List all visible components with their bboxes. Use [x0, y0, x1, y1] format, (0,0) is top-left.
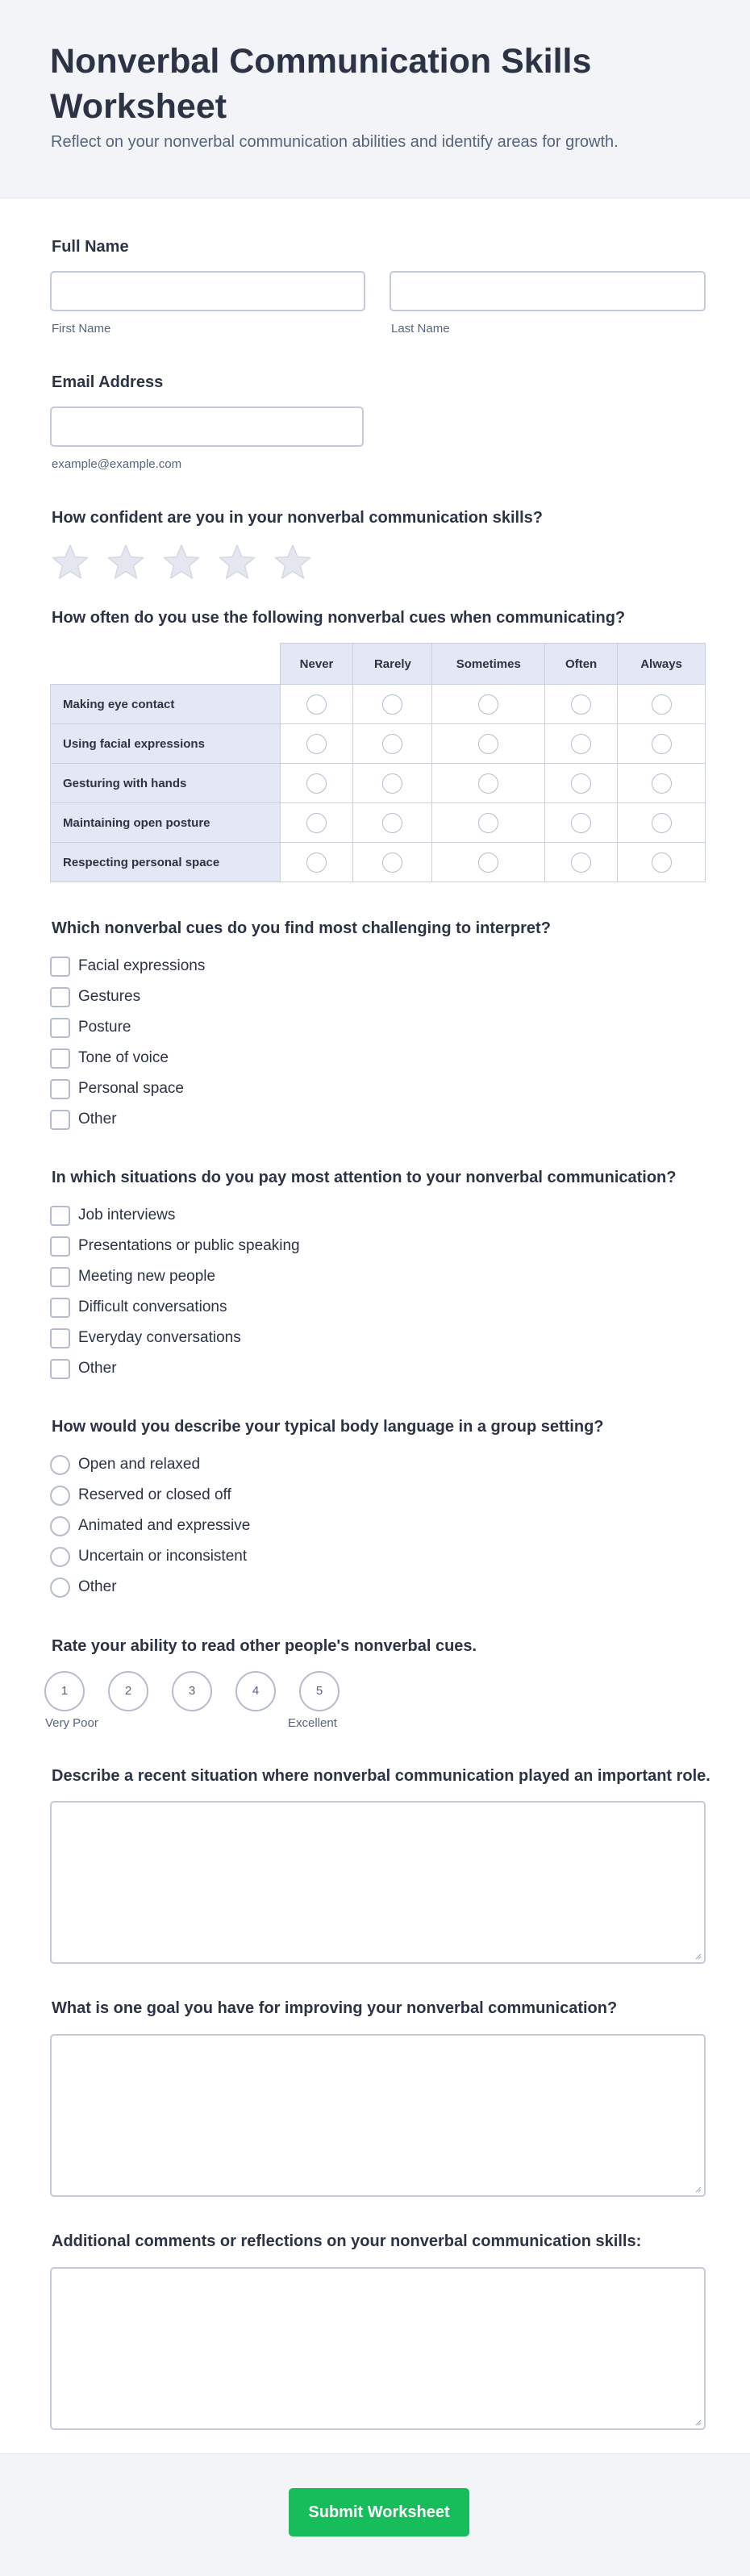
checkbox[interactable] [50, 987, 70, 1007]
comments-text-label: Additional comments or reflections on your nonverbal communication skills: [52, 2232, 642, 2250]
option-label: Reserved or closed off [78, 1486, 231, 1503]
star-rating [50, 542, 328, 582]
checkbox[interactable] [50, 1206, 70, 1226]
matrix-radio[interactable] [571, 852, 591, 873]
matrix-cell [618, 803, 706, 843]
matrix-radio[interactable] [652, 773, 672, 794]
matrix-radio[interactable] [306, 773, 327, 794]
body-language-option[interactable] [50, 1453, 200, 1477]
matrix-radio[interactable] [382, 852, 402, 873]
first-name-sublabel: First Name [52, 322, 111, 336]
matrix-radio[interactable] [478, 813, 498, 833]
matrix-column-header: Never [280, 644, 353, 685]
radio-button[interactable] [50, 1516, 70, 1536]
page-title: Nonverbal Communication Skills Worksheet [50, 42, 592, 126]
situation-option[interactable] [50, 1357, 117, 1381]
matrix-row-label: Using facial expressions [51, 724, 281, 764]
matrix-radio[interactable] [306, 694, 327, 715]
star-icon[interactable] [50, 542, 90, 582]
goal-textarea[interactable] [50, 2034, 706, 2197]
situation-text-label: Describe a recent situation where nonverbal communication played an important role. [52, 1767, 710, 1785]
matrix-cell [432, 764, 545, 803]
matrix-radio[interactable] [382, 773, 402, 794]
resize-grip-icon[interactable] [694, 2418, 702, 2426]
option-label: Everyday conversations [78, 1329, 241, 1346]
matrix-cell [545, 803, 618, 843]
matrix-cell [353, 803, 432, 843]
challenging-cue-option[interactable] [50, 1015, 131, 1040]
matrix-row-label: Respecting personal space [51, 843, 281, 882]
matrix-radio[interactable] [571, 773, 591, 794]
checkbox[interactable] [50, 1267, 70, 1287]
email-label: Email Address [52, 373, 164, 391]
matrix-cell [618, 724, 706, 764]
checkbox[interactable] [50, 1018, 70, 1038]
challenging-cue-option[interactable] [50, 985, 140, 1009]
matrix-row-label: Making eye contact [51, 685, 281, 724]
scale-option-2[interactable]: 2 [108, 1671, 148, 1711]
body-language-option[interactable] [50, 1483, 231, 1507]
matrix-row-label: Maintaining open posture [51, 803, 281, 843]
matrix-row [51, 803, 706, 843]
scale-option-1[interactable]: 1 [44, 1671, 85, 1711]
matrix-column-header: Sometimes [432, 644, 545, 685]
option-label: Gestures [78, 988, 141, 1005]
situation-option[interactable] [50, 1326, 241, 1350]
matrix-cell [545, 843, 618, 882]
matrix-row [51, 685, 706, 724]
checkbox[interactable] [50, 1359, 70, 1379]
scale-option-5[interactable]: 5 [299, 1671, 340, 1711]
matrix-cell [280, 685, 353, 724]
star-icon[interactable] [217, 542, 257, 582]
checkbox[interactable] [50, 1236, 70, 1257]
situations-label: In which situations do you pay most attention to your nonverbal communication? [52, 1169, 677, 1186]
form-header [0, 0, 750, 198]
option-label: Other [78, 1360, 117, 1377]
matrix-cell [432, 843, 545, 882]
situation-option[interactable] [50, 1203, 175, 1228]
last-name-input[interactable] [390, 271, 706, 311]
radio-button[interactable] [50, 1455, 70, 1475]
situation-textarea[interactable] [50, 1801, 706, 1964]
matrix-cell [618, 843, 706, 882]
matrix-cell [432, 724, 545, 764]
matrix-radio[interactable] [652, 852, 672, 873]
matrix-cell [353, 724, 432, 764]
matrix-column-header: Rarely [353, 644, 432, 685]
matrix-cell [545, 685, 618, 724]
challenging-cue-option[interactable] [50, 1046, 169, 1070]
matrix-radio[interactable] [652, 734, 672, 754]
option-label: Facial expressions [78, 957, 206, 974]
matrix-radio[interactable] [478, 694, 498, 715]
checkbox[interactable] [50, 1079, 70, 1099]
matrix-cell [280, 803, 353, 843]
matrix-cell [432, 685, 545, 724]
matrix-radio[interactable] [382, 813, 402, 833]
matrix-radio[interactable] [571, 813, 591, 833]
scale-max-label: Excellent [288, 1716, 337, 1730]
option-label: Open and relaxed [78, 1456, 201, 1473]
matrix-row-label: Gesturing with hands [51, 764, 281, 803]
option-label: Difficult conversations [78, 1298, 227, 1315]
option-label: Other [78, 1111, 117, 1128]
page-subtitle: Reflect on your nonverbal communication abilities and identify areas for growth. [51, 133, 619, 151]
challenging-cue-option[interactable] [50, 954, 205, 978]
matrix-column-header: Always [618, 644, 706, 685]
option-label: Posture [78, 1019, 131, 1036]
situation-option[interactable] [50, 1265, 215, 1289]
matrix-radio[interactable] [382, 694, 402, 715]
goal-text-label: What is one goal you have for improving your nonverbal communication? [52, 1999, 618, 2017]
radio-button[interactable] [50, 1578, 70, 1598]
matrix-radio[interactable] [571, 694, 591, 715]
email-input[interactable] [50, 406, 364, 447]
star-icon[interactable] [161, 542, 202, 582]
matrix-cell [618, 685, 706, 724]
matrix-radio[interactable] [652, 694, 672, 715]
option-label: Animated and expressive [78, 1517, 251, 1534]
matrix-cell [280, 724, 353, 764]
situation-option[interactable] [50, 1234, 300, 1258]
matrix-radio[interactable] [652, 813, 672, 833]
matrix-cell [280, 764, 353, 803]
option-label: Other [78, 1578, 117, 1595]
option-label: Presentations or public speaking [78, 1237, 300, 1254]
matrix-radio[interactable] [478, 852, 498, 873]
body-language-label: How would you describe your typical body language in a group setting? [52, 1418, 604, 1436]
read-ability-label: Rate your ability to read other people's nonverbal cues. [52, 1637, 477, 1655]
matrix-cell [618, 764, 706, 803]
matrix-radio[interactable] [306, 852, 327, 873]
scale-option-4[interactable]: 4 [235, 1671, 276, 1711]
body-language-option[interactable] [50, 1544, 247, 1569]
submit-button[interactable]: Submit Worksheet [289, 2488, 469, 2536]
resize-grip-icon[interactable] [694, 2185, 702, 2193]
matrix-radio[interactable] [382, 734, 402, 754]
option-label: Uncertain or inconsistent [78, 1548, 248, 1565]
option-label: Job interviews [78, 1207, 176, 1223]
matrix-cell [545, 764, 618, 803]
matrix-row [51, 724, 706, 764]
matrix-radio[interactable] [306, 813, 327, 833]
matrix-row [51, 764, 706, 803]
frequency-matrix [50, 643, 706, 882]
last-name-sublabel: Last Name [391, 322, 450, 336]
matrix-cell [280, 843, 353, 882]
matrix-cell [432, 803, 545, 843]
body-language-option[interactable] [50, 1575, 117, 1599]
checkbox[interactable] [50, 1110, 70, 1130]
matrix-radio[interactable] [571, 734, 591, 754]
full-name-label: Full Name [52, 238, 129, 256]
scale-option-3[interactable]: 3 [172, 1671, 212, 1711]
comments-textarea[interactable] [50, 2267, 706, 2430]
radio-button[interactable] [50, 1547, 70, 1567]
matrix-column-header: Often [545, 644, 618, 685]
resize-grip-icon[interactable] [694, 1952, 702, 1960]
checkbox[interactable] [50, 957, 70, 977]
matrix-row [51, 843, 706, 882]
option-label: Tone of voice [78, 1049, 169, 1066]
checkbox[interactable] [50, 1298, 70, 1318]
matrix-radio[interactable] [478, 773, 498, 794]
matrix-label: How often do you use the following nonverbal cues when communicating? [52, 609, 626, 627]
challenging-cue-option[interactable] [50, 1107, 117, 1132]
scale-min-label: Very Poor [45, 1716, 98, 1730]
matrix-radio[interactable] [478, 734, 498, 754]
star-icon[interactable] [106, 542, 146, 582]
option-label: Meeting new people [78, 1268, 216, 1285]
radio-button[interactable] [50, 1486, 70, 1506]
matrix-radio[interactable] [306, 734, 327, 754]
email-sublabel: example@example.com [52, 457, 182, 471]
matrix-cell [545, 724, 618, 764]
matrix-cell [353, 685, 432, 724]
challenging-cue-option[interactable] [50, 1077, 184, 1101]
first-name-input[interactable] [50, 271, 365, 311]
matrix-cell [353, 764, 432, 803]
body-language-option[interactable] [50, 1514, 250, 1538]
matrix-cell [353, 843, 432, 882]
situation-option[interactable] [50, 1295, 227, 1319]
checkbox[interactable] [50, 1048, 70, 1069]
option-label: Personal space [78, 1080, 184, 1097]
checkbox[interactable] [50, 1328, 70, 1348]
confidence-label: How confident are you in your nonverbal communication skills? [52, 509, 543, 527]
challenging-label: Which nonverbal cues do you find most challenging to interpret? [52, 919, 551, 937]
matrix-corner [51, 644, 281, 685]
star-icon[interactable] [273, 542, 313, 582]
